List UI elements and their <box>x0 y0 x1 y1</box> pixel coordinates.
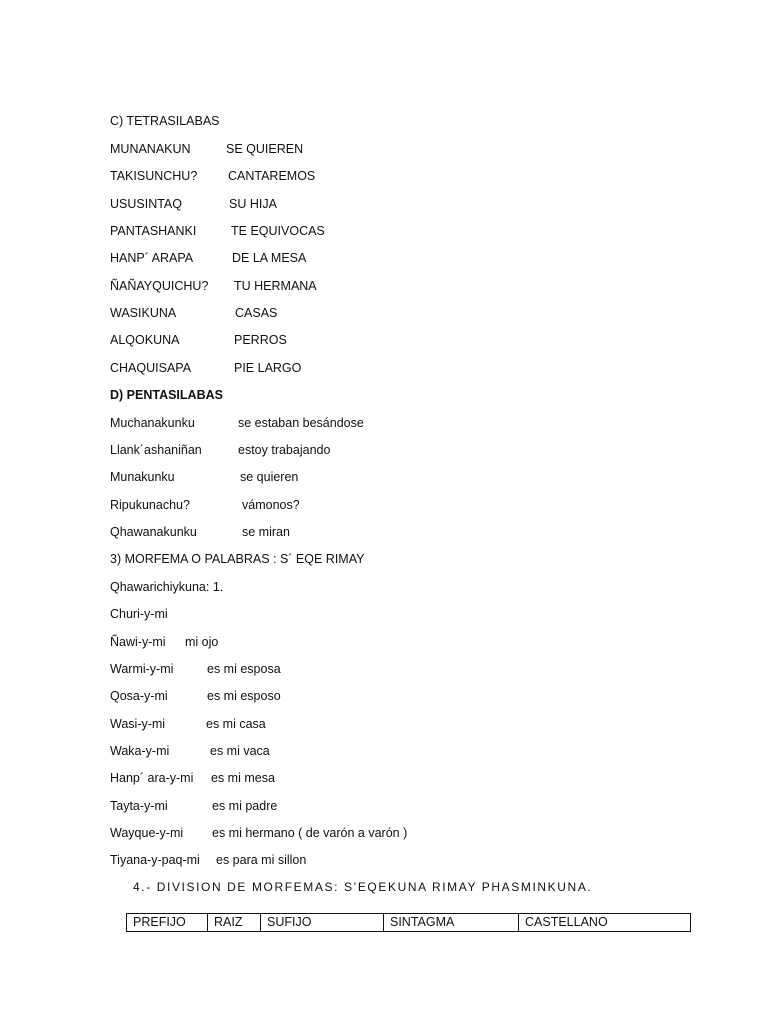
quechua-word: USUSINTAQ <box>110 197 182 211</box>
quechua-word: MUNANAKUN <box>110 142 191 156</box>
quechua-word: Llank´ashaniñan <box>110 443 202 457</box>
spanish-translation: CANTAREMOS <box>228 169 316 183</box>
spanish-translation: se estaban besándose <box>238 416 364 430</box>
table-header-cell: RAIZ <box>208 914 261 932</box>
quechua-word: Munakunku <box>110 470 175 484</box>
spanish-translation: TU HERMANA <box>234 279 317 293</box>
spanish-translation: CASAS <box>235 306 278 320</box>
spanish-translation: es para mi sillon <box>216 853 307 867</box>
document-page: C) TETRASILABAS MUNANAKUN SE QUIEREN TAKISUNCHU? CANTAREMOS USUSINTAQ SU HIJA PANTASHANKI TE EQUIVOCAS HANP´ ARAPA DE LA MESA ÑAÑAYQUICHU? TU HERMANA WASIKUNA CASAS ALQOKUNA PERROS CHAQUISAPA PIE LARGO D) PENTASILABAS Muchanakunku se estaban besándose Llank´ashaniñan estoy trabajando Munakunku se quieren Ripukunachu? vámonos? Qhawanakunku se miran 3) MORFEMA O PALABRAS : S´ EQE RIMAY Qhawarichiykuna: 1. Churi-y-mi Ñawi-y-mi mi ojo Warmi-y-mi es mi esposa Qosa-y-mi es mi esposo Wasi-y-mi es mi casa Waka-y-mi es mi vaca Hanp´ ara-y-mi es mi mesa Tayta-y-mi es mi padre Wayque-y-mi es mi hermano ( de varón a varón ) Tiyana-y-paq-mi es para mi sillon 4.- DIVISION DE MORFEMAS: S’EQEKUNA RIMAY PHASMINKUNA. PREFIJO RAIZ SUFIJO SINTAGMA CASTELLANO <box>0 0 768 1024</box>
quechua-word: HANP´ ARAPA <box>110 251 194 265</box>
spanish-translation: SE QUIEREN <box>226 142 304 156</box>
spanish-translation: estoy trabajando <box>238 443 331 457</box>
quechua-word: Ñawi-y-mi <box>110 635 166 649</box>
spanish-translation: es mi mesa <box>211 771 275 785</box>
quechua-word: PANTASHANKI <box>110 224 197 238</box>
morfema-table <box>126 913 691 932</box>
quechua-word: Qhawanakunku <box>110 525 197 539</box>
spanish-translation: se quieren <box>240 470 299 484</box>
quechua-word: Qosa-y-mi <box>110 689 168 703</box>
table-header-cell: CASTELLANO <box>519 914 691 932</box>
spanish-translation: SU HIJA <box>229 197 277 211</box>
spanish-translation: vámonos? <box>242 498 300 512</box>
spanish-translation: PIE LARGO <box>234 361 302 375</box>
spanish-translation: es mi hermano ( de varón a varón ) <box>212 826 408 840</box>
spanish-translation: DE LA MESA <box>232 251 307 265</box>
spanish-translation: es mi vaca <box>210 744 270 758</box>
spanish-translation: mi ojo <box>185 635 219 649</box>
quechua-word: Tayta-y-mi <box>110 799 168 813</box>
quechua-word: ALQOKUNA <box>110 333 180 347</box>
quechua-word: Muchanakunku <box>110 416 195 430</box>
quechua-word: Ripukunachu? <box>110 498 190 512</box>
quechua-word: Tiyana-y-paq-mi <box>110 853 200 867</box>
spanish-translation: PERROS <box>234 333 287 347</box>
table-header-cell: PREFIJO <box>127 914 208 932</box>
quechua-word: Hanp´ ara-y-mi <box>110 771 194 785</box>
spanish-translation: es mi esposo <box>207 689 281 703</box>
quechua-word: Warmi-y-mi <box>110 662 174 676</box>
quechua-word: Churi-y-mi <box>110 607 168 621</box>
quechua-word: ÑAÑAYQUICHU? <box>110 279 209 293</box>
spanish-translation: es mi casa <box>206 717 266 731</box>
spanish-translation: TE EQUIVOCAS <box>231 224 325 238</box>
table-header-cell: SUFIJO <box>261 914 384 932</box>
spanish-translation: se miran <box>242 525 290 539</box>
quechua-word: Wasi-y-mi <box>110 717 166 731</box>
quechua-word: Wayque-y-mi <box>110 826 184 840</box>
quechua-word: TAKISUNCHU? <box>110 169 198 183</box>
table-header-row <box>127 914 691 932</box>
quechua-word: WASIKUNA <box>110 306 177 320</box>
quechua-word: Waka-y-mi <box>110 744 170 758</box>
quechua-word: CHAQUISAPA <box>110 361 192 375</box>
spanish-translation: es mi padre <box>212 799 278 813</box>
spanish-translation: es mi esposa <box>207 662 281 676</box>
table-header-cell: SINTAGMA <box>384 914 519 932</box>
